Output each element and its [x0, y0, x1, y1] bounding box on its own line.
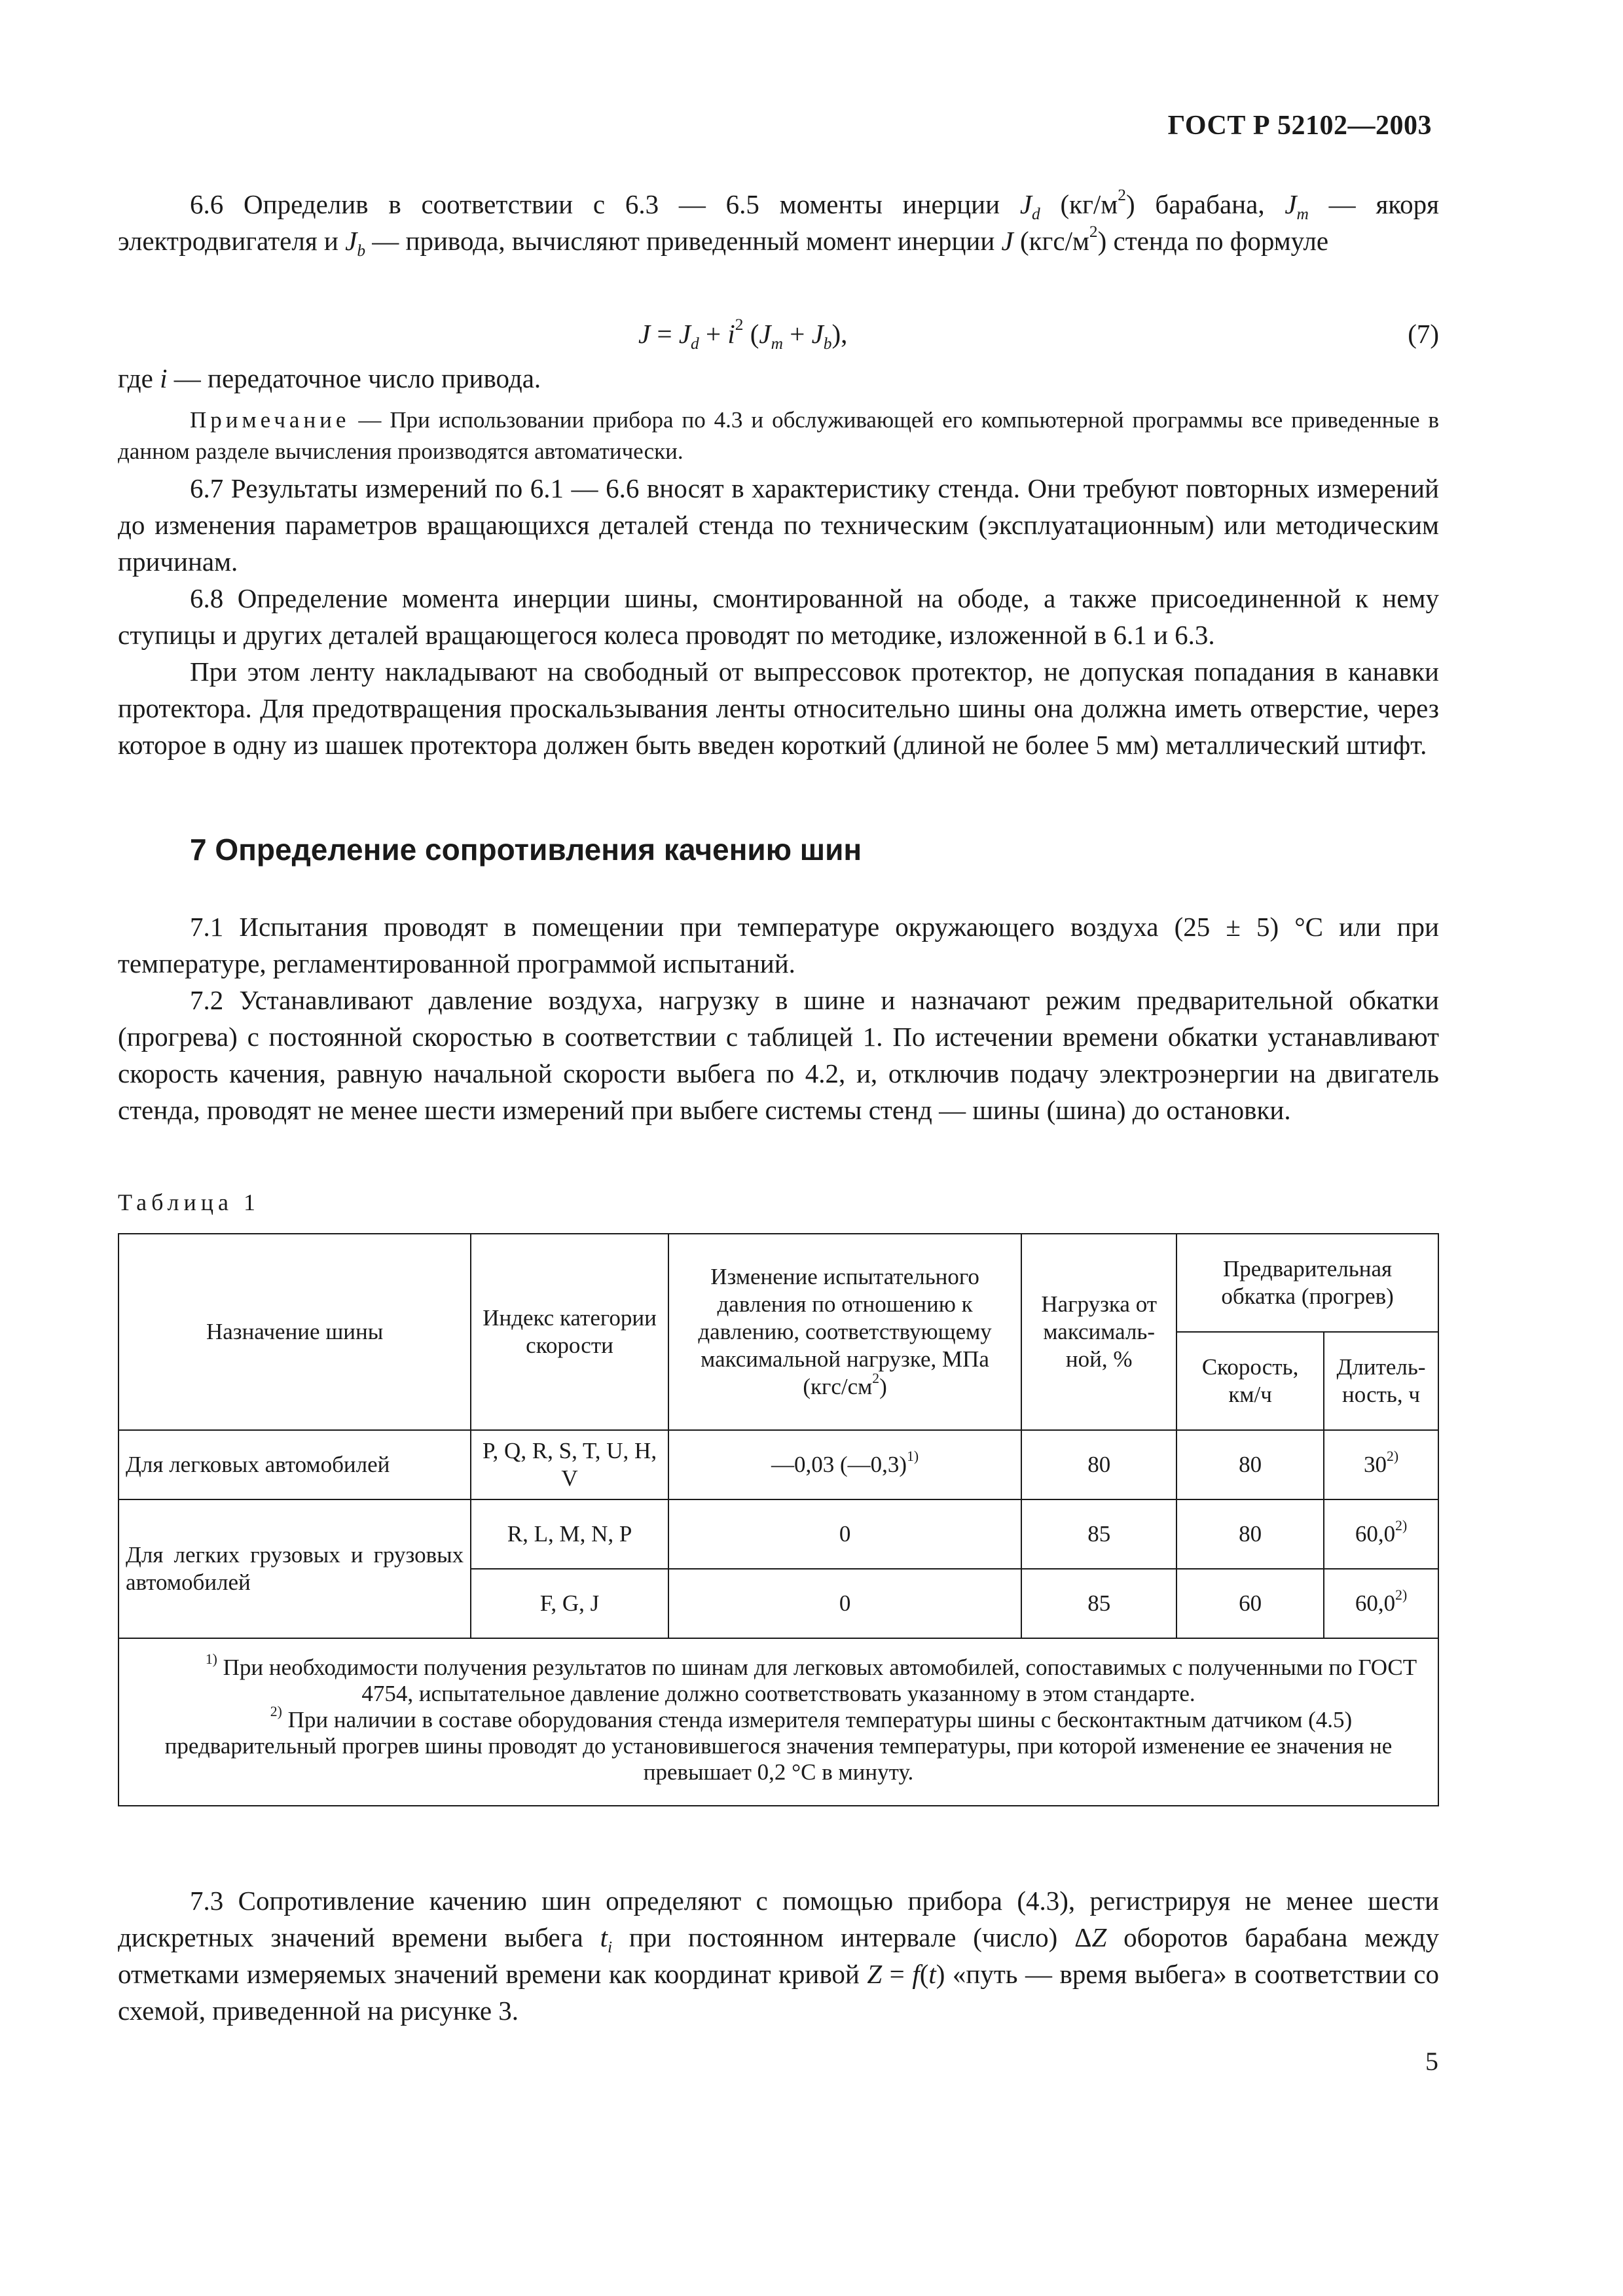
- cell-speed: 80: [1176, 1499, 1324, 1569]
- table-row: [119, 1430, 1438, 1499]
- header-pressure: Изменение испытательного давления по отношению к давлению, соответствующему максимальной нагрузке, МПа $(кгс/см^2)$: [668, 1234, 1021, 1430]
- cell-index: P, Q, R, S, T, U, H, V: [471, 1430, 668, 1499]
- cell-duration: 30$^{2)}$: [1324, 1430, 1438, 1499]
- paragraph-7-1: 7.1 Испытания проводят в помещении при температуре окружающего воздуха (25 ± 5) °С или при температуре, регламентированной программой испытаний.: [118, 912, 1439, 978]
- cell-purpose: Для легковых автомобилей: [119, 1430, 471, 1499]
- formula-number: (7): [1408, 319, 1439, 349]
- document-header: ГОСТ Р 52102—2003: [1167, 111, 1432, 141]
- cell-pressure: —0,03 (—0,3)$^{1)}$: [668, 1430, 1021, 1499]
- cell-duration: 60,0$^{2)}$: [1324, 1499, 1438, 1569]
- cell-load: 85: [1021, 1569, 1176, 1638]
- cell-load: 80: [1021, 1430, 1176, 1499]
- table-caption: Таблица 1: [118, 1189, 260, 1215]
- paragraph-7-3: 7.3 Сопротивление качению шин определяют с помощью прибора (4.3), регистрируя не менее шести дискретных значений времени выбега $t_i$ при постоянном интервале (число) ΔZ оборотов барабана между отметками измеряемых значений времени как координат кривой Z = f(t) «путь — время выбега» в соответствии со схемой, приведенной на рисунке 3.: [118, 1886, 1439, 2026]
- note: Примечание — При использовании прибора по 4.3 и обслуживающей его компьютерной программы все приведенные в данном разделе вычисления производятся автоматически.: [118, 407, 1439, 464]
- cell-index: R, L, M, N, P: [471, 1499, 668, 1569]
- footnote-1: $^{1)}$ При необходимости получения результатов по шинам для легковых автомобилей, сопоставимых с полученными по ГОСТ 4754, испытательное давление должно соответствовать указанному в этом стандарте.: [205, 1651, 1417, 1706]
- cell-purpose: Для легких грузовых и грузовых автомобилей: [119, 1499, 471, 1638]
- table-1: [118, 1233, 1439, 1806]
- table-footnotes: [119, 1638, 1438, 1806]
- cell-load: 85: [1021, 1499, 1176, 1569]
- page-number: 5: [1425, 2047, 1438, 2076]
- header-duration: Длитель-ность, ч: [1324, 1332, 1438, 1430]
- formula-7: [118, 315, 1439, 352]
- footnote-2: $^{2)}$ При наличии в составе оборудования стенда измерителя температуры шины с бесконтактным датчиком (4.5) предварительный прогрев шины проводят до установившегося значения температуры, при которой изменение ее значения не превышает 0,2 °С в минуту.: [164, 1704, 1393, 1785]
- header-load: Нагрузка от максималь-ной, %: [1021, 1234, 1176, 1430]
- header-purpose: Назначение шины: [119, 1234, 471, 1430]
- paragraph-6-8-continued: При этом ленту накладывают на свободный от выпрессовок протектор, не допуская попадания в канавки протектора. Для предотвращения проскальзывания ленты относительно шины она должна иметь отверстие, через которое в одну из шашек протектора должен быть введен короткий (длиной не более 5 мм) металлический штифт.: [118, 656, 1439, 760]
- section-7-title: 7 Определение сопротивления качению шин: [190, 833, 862, 867]
- cell-duration: 60,0$^{2)}$: [1324, 1569, 1438, 1638]
- paragraph-7-2: 7.2 Устанавливают давление воздуха, нагрузку в шине и назначают режим предварительной обкатки (прогрева) с постоянной скоростью в соответствии с таблицей 1. По истечении времени обкатки устанавливают скорость качения, равную начальной скорости выбега по 4.2, и, отключив подачу электроэнергии на двигатель стенда, проводят не менее шести измерений при выбеге системы стенд — шины (шина) до остановки.: [118, 985, 1439, 1125]
- cell-pressure: 0: [668, 1499, 1021, 1569]
- formula-expression: $J = J_d + i^2$ $(J_m + J_b)$,: [638, 315, 848, 353]
- header-speed-index: Индекс категории скорости: [471, 1234, 668, 1430]
- formula-where: где i — передаточное число привода.: [118, 363, 541, 393]
- paragraph-6-7: 6.7 Результаты измерений по 6.1 — 6.6 вносят в характеристику стенда. Они требуют повторных измерений до изменения параметров вращающихся деталей стенда по техническим (эксплуатационным) или методическим причинам.: [118, 473, 1439, 577]
- header-speed: Скорость, км/ч: [1176, 1332, 1324, 1430]
- cell-pressure: 0: [668, 1569, 1021, 1638]
- paragraph-6-8: 6.8 Определение момента инерции шины, смонтированной на ободе, а также присоединенной к нему ступицы и других деталей вращающегося колеса проводят по методике, изложенной в 6.1 и 6.3.: [118, 583, 1439, 650]
- cell-index: F, G, J: [471, 1569, 668, 1638]
- table-row: [119, 1499, 1438, 1569]
- header-prerun: Предварительная обкатка (прогрев): [1176, 1234, 1438, 1332]
- cell-speed: 80: [1176, 1430, 1324, 1499]
- paragraph-6-6: 6.6 Определив в соответствии с 6.3 — 6.5 моменты инерции $J_d$ $(кг/м^2)$ барабана, $J_m$ — якоря электродвигателя и $J_b$ — привода, вычисляют приведенный момент инерции J $(кгс/м^2)$ стенда по формуле: [118, 186, 1440, 260]
- cell-speed: 60: [1176, 1569, 1324, 1638]
